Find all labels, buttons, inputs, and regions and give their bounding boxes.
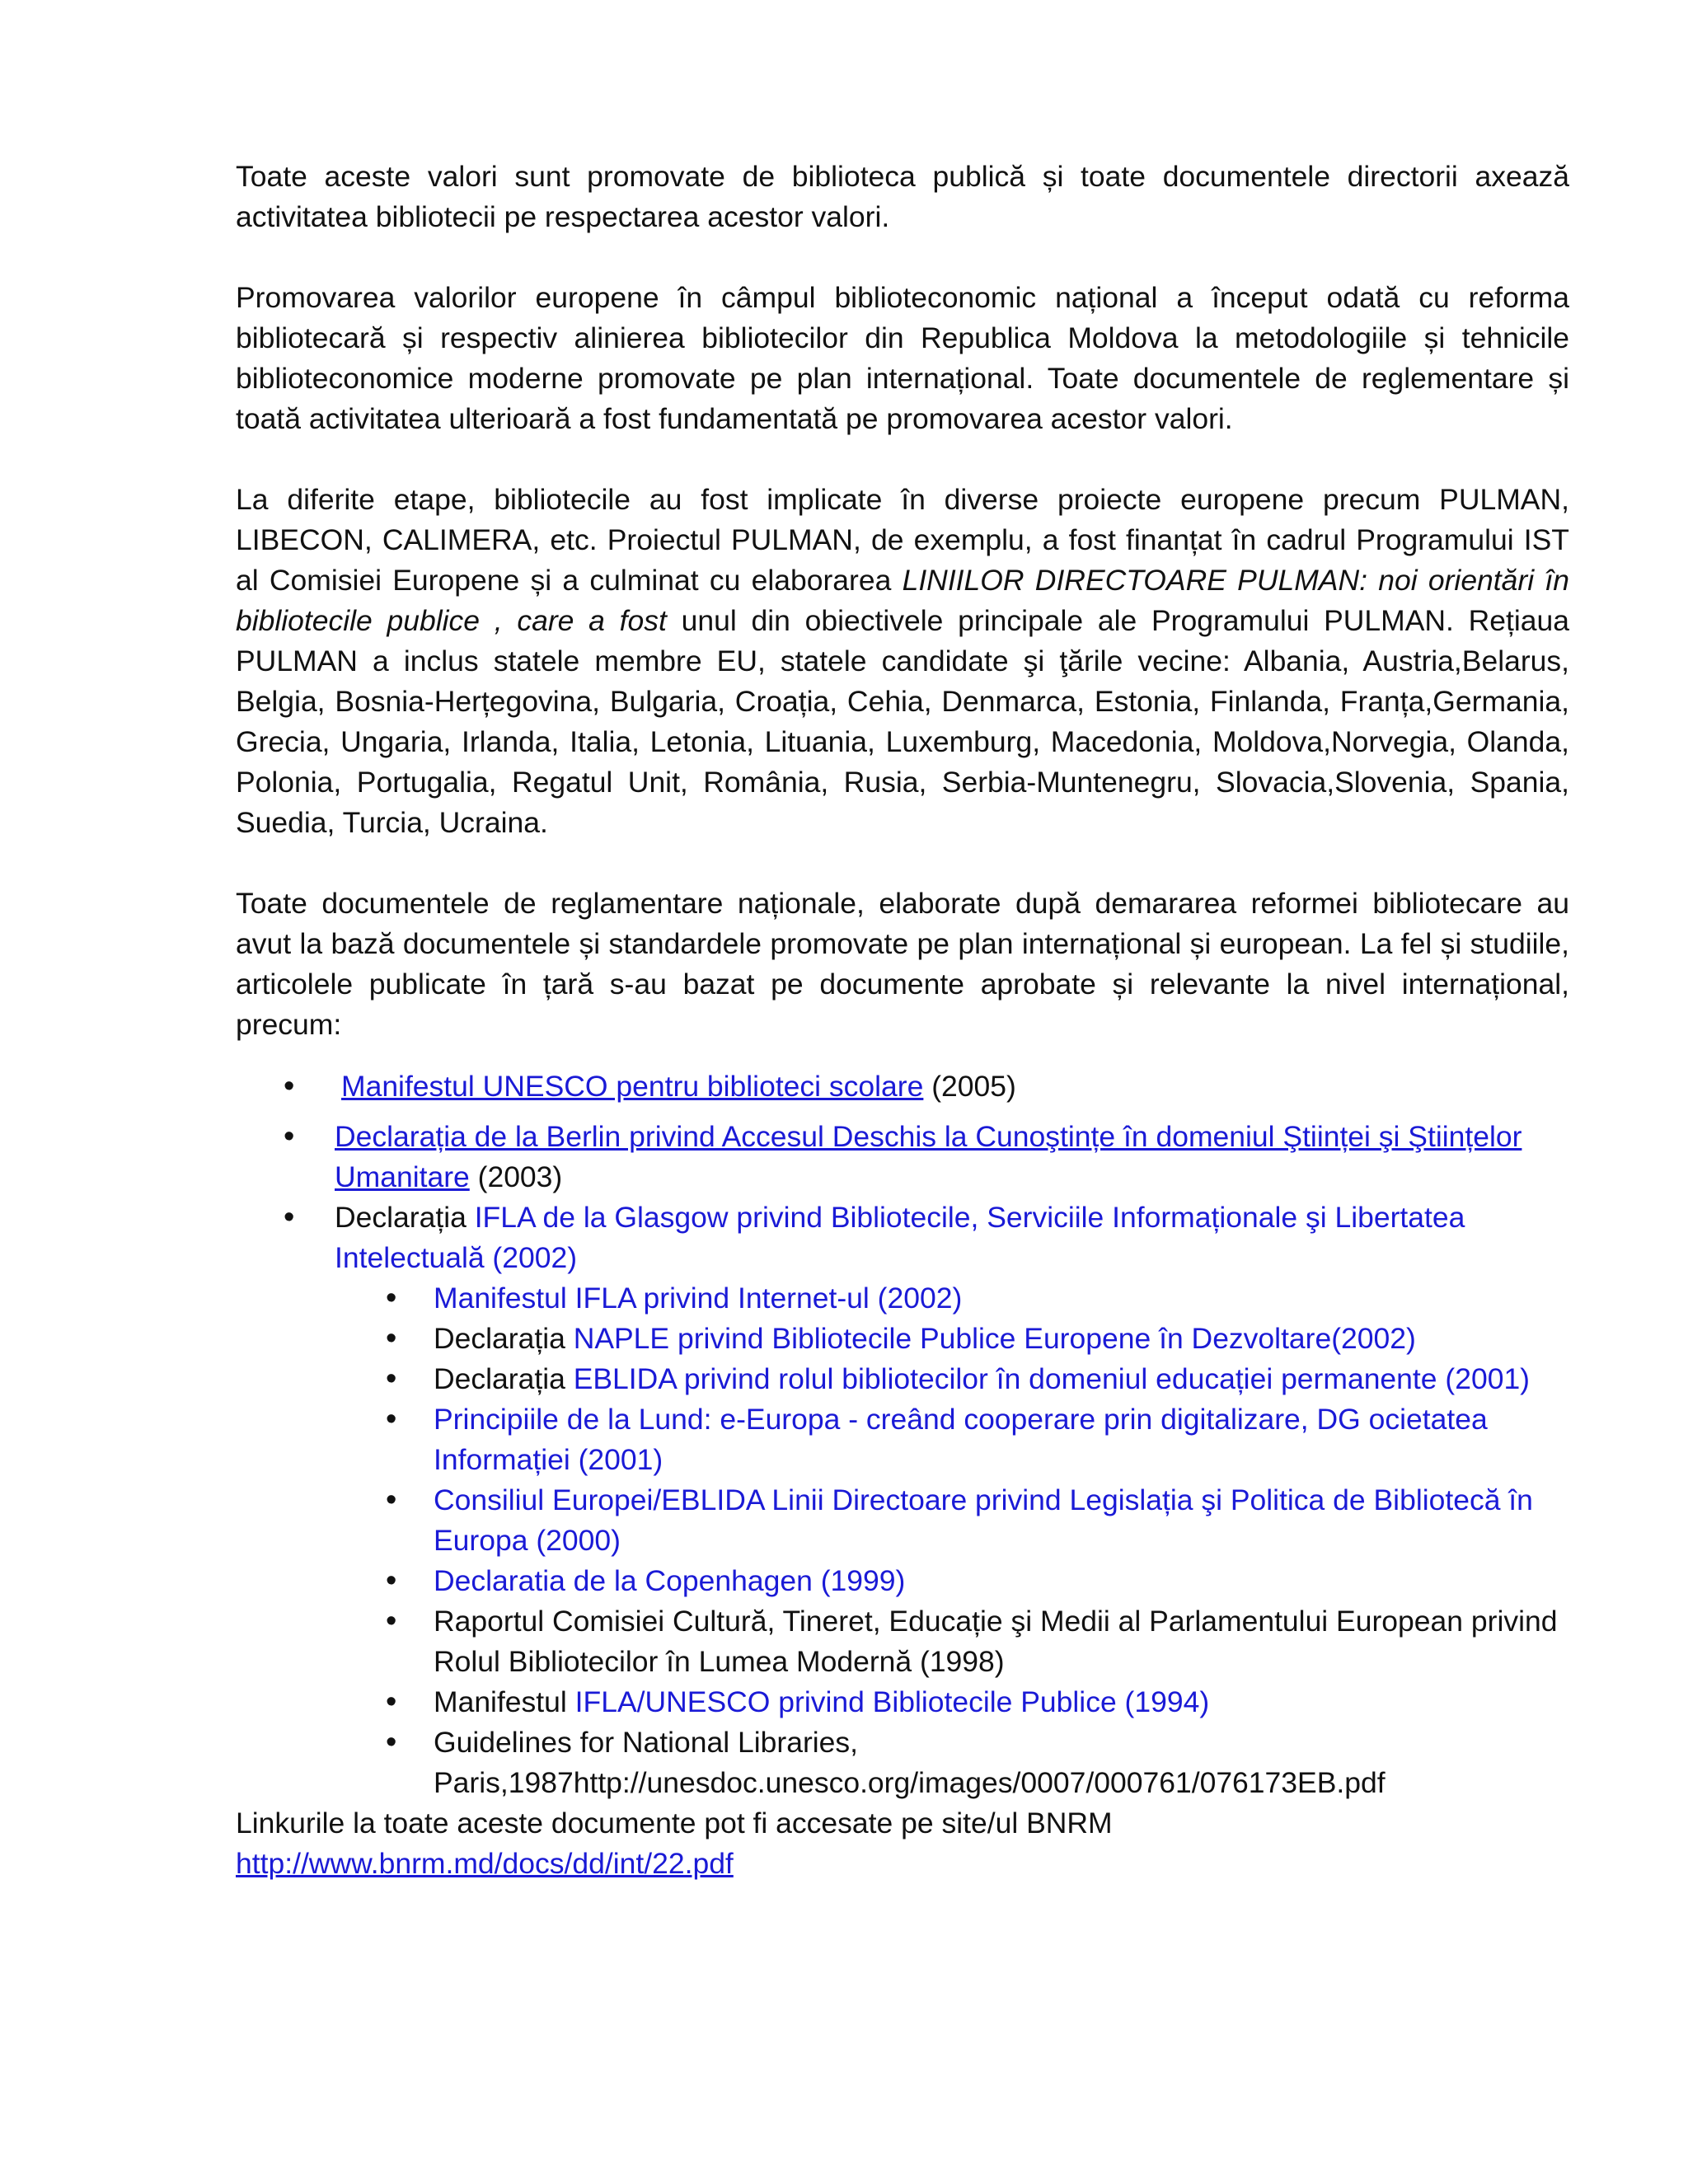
document-page <box>236 157 1569 1884</box>
bullet-icon: • <box>386 1725 397 1760</box>
bullet-icon: • <box>386 1321 397 1356</box>
bullet-icon: • <box>386 1563 397 1598</box>
pulman-text-a: La diferite etape, bibliotecile au fost implicate în diverse proiecte europene precum PULMAN, LIBECON, CALIMERA, etc. Proiectul PULMAN, de exemplu, a fost finanțat în cadrul Programului IST al Comisiei Europene și a culminat cu elaborarea <box>236 483 1569 597</box>
item-text: Guidelines for National Libraries, Paris,1987http://unesdoc.unesco.org/images/0007/000761/076173EB.pdf <box>434 1726 1386 1799</box>
list-item <box>236 1197 1569 1278</box>
paragraph-values: Toate aceste valori sunt promovate de biblioteca publică și toate documentele directorii axează activitatea bibliotecii pe respectarea acestor valori. <box>236 160 1569 233</box>
bullet-icon: • <box>386 1281 397 1315</box>
list-item <box>236 1278 1569 1319</box>
list-item <box>236 1319 1569 1359</box>
item-prefix: Manifestul <box>434 1685 575 1718</box>
bullet-icon: • <box>284 1119 295 1154</box>
link-lund-principles[interactable]: Principiile de la Lund: e-Europa - creând cooperare prin digitalizare, DG ocietatea Informației (2001) <box>434 1403 1488 1476</box>
bullet-icon: • <box>284 1200 295 1235</box>
link-unesco-school-libraries[interactable]: Manifestul UNESCO pentru biblioteci scolare <box>341 1070 924 1103</box>
bullet-icon: • <box>386 1361 397 1396</box>
list-item <box>236 1480 1569 1561</box>
list-item <box>236 1399 1569 1480</box>
item-prefix: Declarația <box>434 1322 574 1355</box>
link-naple[interactable]: NAPLE privind Bibliotecile Publice Europene în Dezvoltare(2002) <box>573 1322 1416 1355</box>
list-item <box>236 1117 1569 1197</box>
footer-link-line <box>236 1844 1569 1884</box>
list-item <box>236 1722 1569 1803</box>
link-eblida-education[interactable]: EBLIDA privind rolul bibliotecilor în domeniul educației permanente (2001) <box>573 1362 1531 1395</box>
bullet-icon: • <box>386 1402 397 1436</box>
year-text: (2005) <box>923 1070 1016 1103</box>
list-item <box>236 1359 1569 1399</box>
list-item <box>236 1601 1569 1682</box>
pulman-italic-title: LINIILOR DIRECTOARE PULMAN: noi orientări în bibliotecile publice , care a fost <box>236 564 1569 637</box>
year-text: (2003) <box>469 1160 563 1193</box>
paragraph-national-documents: Toate documentele de reglamentare naționale, elaborate după demararea reformei bibliotecare au avut la bază documentele și standardele promovate pe plan internațional și european. La fel și studiile, articolele publicate în țară s-au bazat pe documente aprobate și relevante la nivel internațional, precum: <box>236 887 1569 1041</box>
bullet-icon: • <box>386 1604 397 1638</box>
item-prefix: Declarația <box>434 1362 574 1395</box>
item-text: Raportul Comisiei Cultură, Tineret, Educație şi Medii al Parlamentului European privind Rolul Bibliotecilor în Lumea Modernă (1998) <box>434 1605 1558 1678</box>
documents-list <box>236 1066 1569 1803</box>
paragraph-pulman <box>236 480 1569 843</box>
link-council-eblida[interactable]: Consiliul Europei/EBLIDA Linii Directoare privind Legislația şi Politica de Bibliotecă în Europa (2000) <box>434 1483 1533 1557</box>
paragraph-european-values: Promovarea valorilor europene în câmpul biblioteconomic național a început odată cu reforma bibliotecară și respectiv alinierea bibliotecilor din Republica Moldova la metodologiile și tehnicile biblioteconomice moderne promovate pe plan internațional. Toate documentele de reglementare și toată activitatea ulterioară a fost fundamentată pe promovarea acestor valori. <box>236 281 1569 435</box>
link-ifla-internet[interactable]: Manifestul IFLA privind Internet-ul (2002) <box>434 1282 963 1315</box>
footer-text: Linkurile la toate aceste documente pot fi accesate pe site/ul BNRM <box>236 1807 1113 1840</box>
list-item <box>236 1561 1569 1601</box>
link-ifla-glasgow[interactable]: IFLA de la Glasgow privind Bibliotecile, Serviciile Informaționale şi Libertatea Intelectuală (2002) <box>335 1201 1465 1274</box>
item-prefix: Declarația <box>335 1201 475 1234</box>
link-copenhagen[interactable]: Declaratia de la Copenhagen (1999) <box>434 1564 906 1597</box>
bullet-icon: • <box>386 1685 397 1719</box>
bullet-icon: • <box>284 1069 295 1104</box>
pulman-text-b: unul din obiectivele principale ale Programului PULMAN. Rețiaua PULMAN a inclus statele membre EU, statele candidate şi ţările vecine: Albania, Austria,Belarus, Belgia, Bosnia-Herțegovina, Bulgaria, Croația, Cehia, Denmarca, Estonia, Finlanda, Franța,Germania, Grecia, Ungaria, Irlanda, Italia, Letonia, Lituania, Luxemburg, Macedonia, Moldova,Norvegia, Olanda, Polonia, Portugalia, Regatul Unit, România, Rusia, Serbia-Muntenegru, Slovacia,Slovenia, Spania, Suedia, Turcia, Ucraina. <box>236 604 1570 839</box>
bullet-icon: • <box>386 1483 397 1517</box>
list-item <box>236 1066 1569 1107</box>
list-item <box>236 1682 1569 1722</box>
link-berlin-declaration[interactable]: Declarația de la Berlin privind Accesul Deschis la Cunoştințe în domeniul Ştiinței şi Ştiințelor Umanitare <box>335 1120 1522 1193</box>
bnrm-link[interactable]: http://www.bnrm.md/docs/dd/int/22.pdf <box>236 1847 734 1880</box>
link-ifla-unesco-public[interactable]: IFLA/UNESCO privind Bibliotecile Publice (1994) <box>574 1685 1210 1718</box>
